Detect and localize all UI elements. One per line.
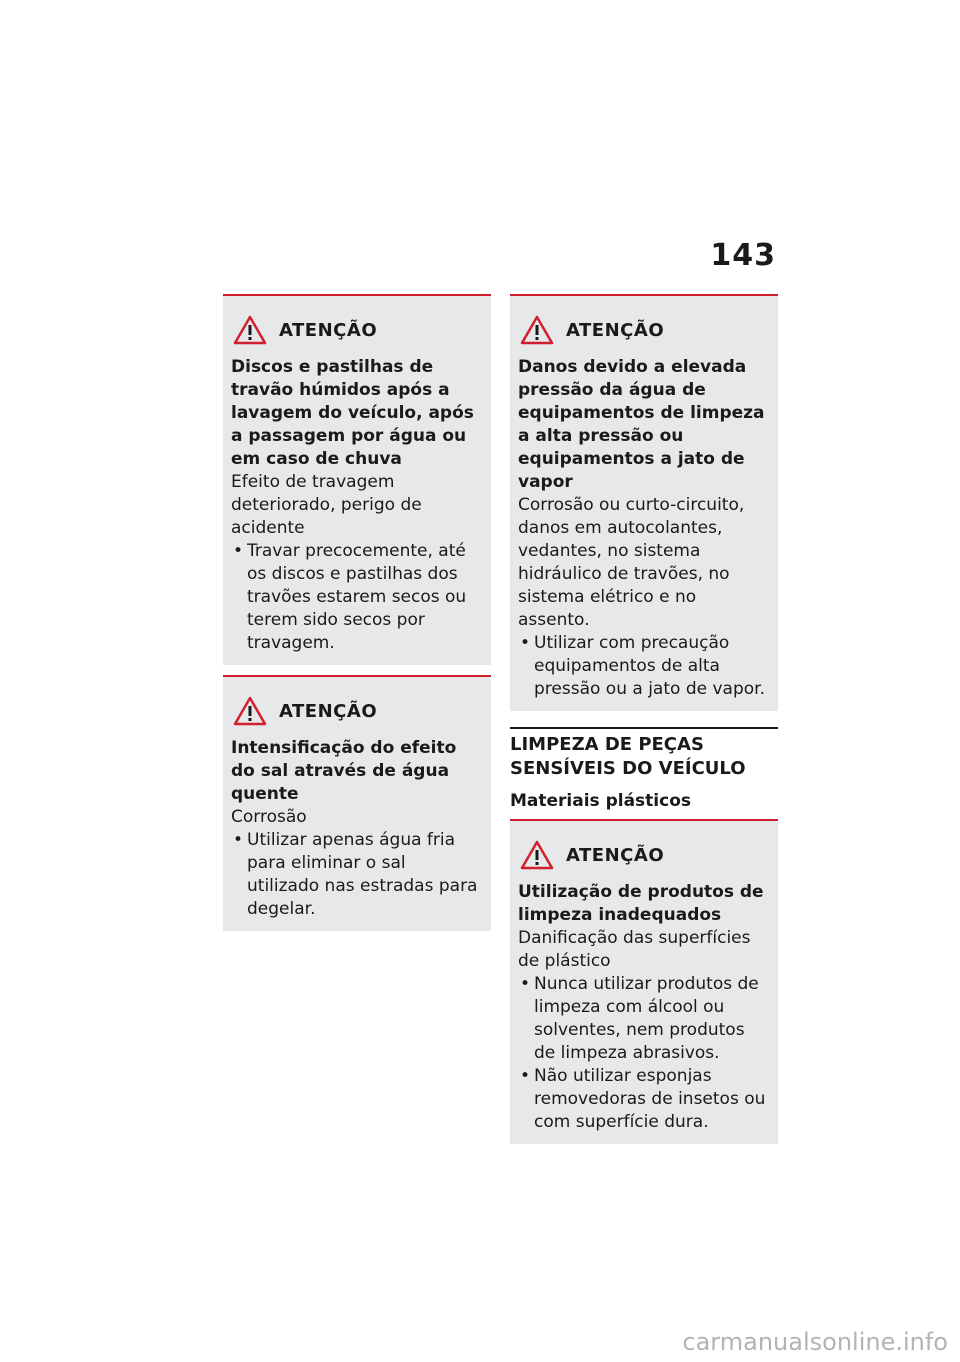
warning-actions (231, 540, 483, 655)
warning-header (231, 312, 483, 348)
watermark-text: carmanualsonline.info (682, 1328, 948, 1356)
warning-title: ATENÇÃO (279, 319, 378, 341)
warning-subject: Utilização de produtos de limpeza inadequados (518, 882, 764, 925)
right-column (510, 294, 778, 1154)
warning-action-item: • Utilizar com precaução equipamentos de alta pressão ou a jato de vapor. (518, 632, 770, 701)
warning-header (231, 693, 483, 729)
warning-consequence: Efeito de travagem deteriorado, perigo de acidente (231, 472, 422, 538)
warning-title: ATENÇÃO (566, 319, 665, 341)
warning-consequence: Corrosão (231, 807, 307, 827)
section-title: LIMPEZA DE PEÇAS SENSÍVEIS DO VEÍCULO (510, 727, 778, 781)
page-number: 143 (710, 238, 776, 273)
warning-triangle-icon (520, 840, 554, 870)
warning-subject: Intensificação do efeito do sal através de água quente (231, 738, 457, 804)
warning-subject: Discos e pastilhas de travão húmidos após a lavagem do veículo, após a passagem por água ou em caso de chuva (231, 357, 474, 469)
warning-title: ATENÇÃO (566, 844, 665, 866)
warning-header (518, 837, 770, 873)
warning-triangle-icon (233, 315, 267, 345)
warning-box-high-pressure (510, 294, 778, 711)
warning-action-item: • Travar precocemente, até os discos e pastilhas dos travões estarem secos ou terem sido secos por travagem. (231, 540, 483, 655)
warning-box-cleaning-products (510, 819, 778, 1144)
warning-consequence: Corrosão ou curto-circuito, danos em autocolantes, vedantes, no sistema hidráulico de travões, no sistema elétrico e no assento. (518, 495, 745, 630)
warning-triangle-icon (520, 315, 554, 345)
warning-subject: Danos devido a elevada pressão da água de equipamentos de limpeza a alta pressão ou equipamentos a jato de vapor (518, 357, 765, 492)
warning-actions (231, 829, 483, 921)
left-column (223, 294, 491, 941)
warning-action-item: • Não utilizar esponjas removedoras de insetos ou com superfície dura. (518, 1065, 770, 1134)
warning-actions (518, 632, 770, 701)
warning-box-salt (223, 675, 491, 931)
warning-action-item: • Utilizar apenas água fria para eliminar o sal utilizado nas estradas para degelar. (231, 829, 483, 921)
warning-consequence: Danificação das superfícies de plástico (518, 928, 751, 971)
warning-actions (518, 973, 770, 1134)
warning-box-wet-brakes (223, 294, 491, 665)
warning-title: ATENÇÃO (279, 700, 378, 722)
warning-header (518, 312, 770, 348)
warning-action-item: • Nunca utilizar produtos de limpeza com álcool ou solventes, nem produtos de limpeza abrasivos. (518, 973, 770, 1065)
warning-triangle-icon (233, 696, 267, 726)
subsection-title: Materiais plásticos (510, 791, 692, 811)
